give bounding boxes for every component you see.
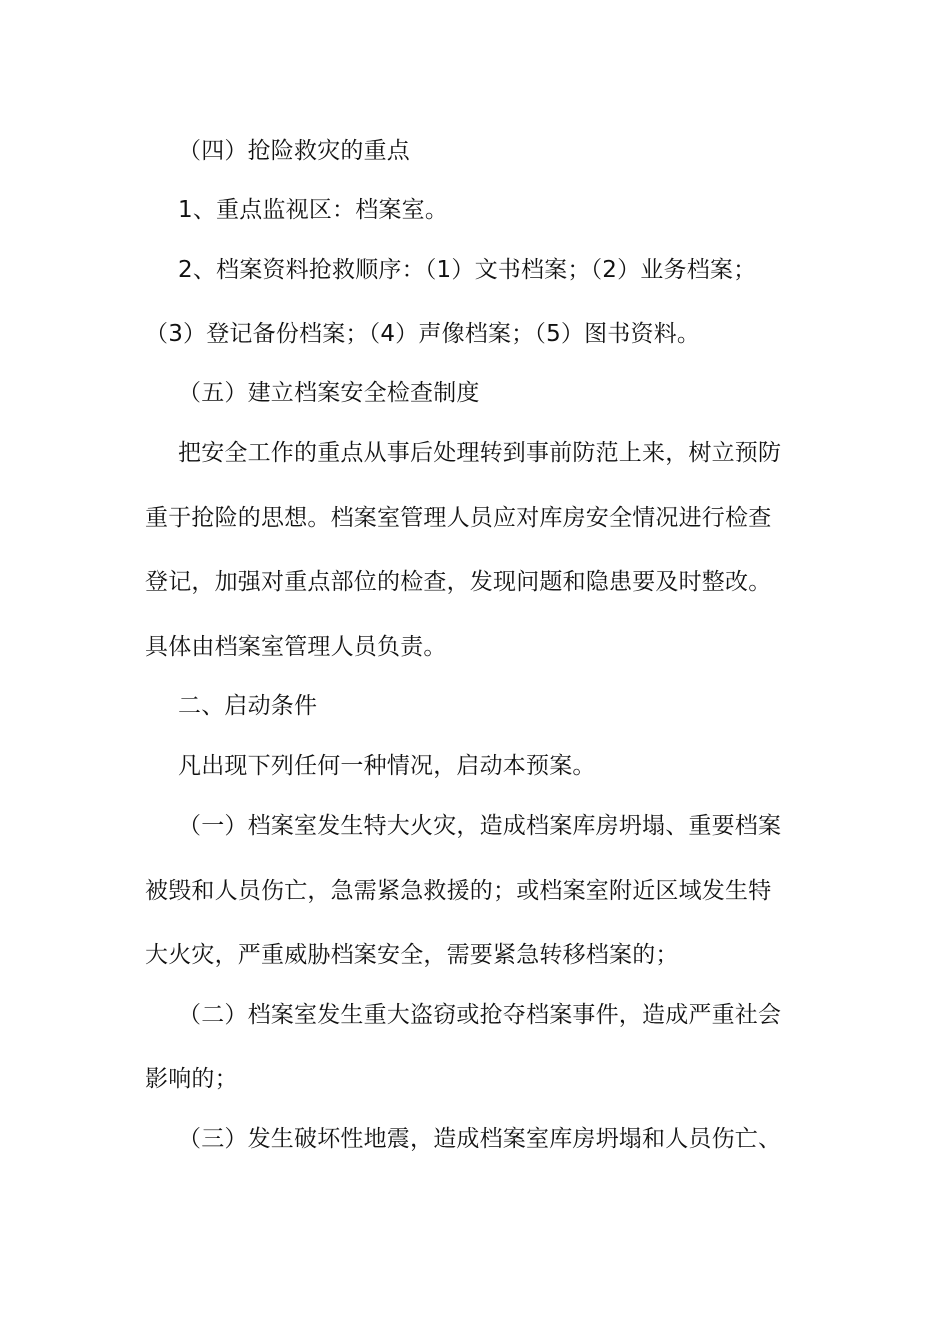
text-line: 重于抢险的思想。档案室管理人员应对库房安全情况进行检查 — [145, 505, 772, 531]
text-line: 被毁和人员伤亡，急需紧急救援的；或档案室附近区域发生特 — [145, 878, 772, 904]
text-line: 影响的； — [145, 1066, 238, 1092]
text-line: （二）档案室发生重大盗窃或抢夺档案事件，造成严重社会 — [178, 1002, 782, 1028]
section-heading-safety-inspection: （五）建立档案安全检查制度 — [178, 380, 480, 406]
section-heading-emergency-focus: （四）抢险救灾的重点 — [178, 138, 410, 164]
text-line: 2、档案资料抢救顺序：（1）文书档案；（2）业务档案； — [178, 257, 757, 283]
text-line: （3）登记备份档案；（4）声像档案；（5）图书资料。 — [145, 321, 701, 347]
text-line: （一）档案室发生特大火灾，造成档案库房坍塌、重要档案 — [178, 813, 782, 839]
text-line: 登记，加强对重点部位的检查，发现问题和隐患要及时整改。 — [145, 569, 772, 595]
text-line: （三）发生破坏性地震，造成档案室库房坍塌和人员伤亡、 — [178, 1126, 782, 1152]
section-heading-startup-conditions: 二、启动条件 — [178, 693, 318, 719]
text-line: 把安全工作的重点从事后处理转到事前防范上来，树立预防 — [178, 440, 782, 466]
text-line: 1、重点监视区：档案室。 — [178, 197, 449, 223]
text-line: 大火灾，严重威胁档案安全，需要紧急转移档案的； — [145, 942, 679, 968]
text-line: 凡出现下列任何一种情况，启动本预案。 — [178, 753, 596, 779]
text-line: 具体由档案室管理人员负责。 — [145, 634, 447, 660]
